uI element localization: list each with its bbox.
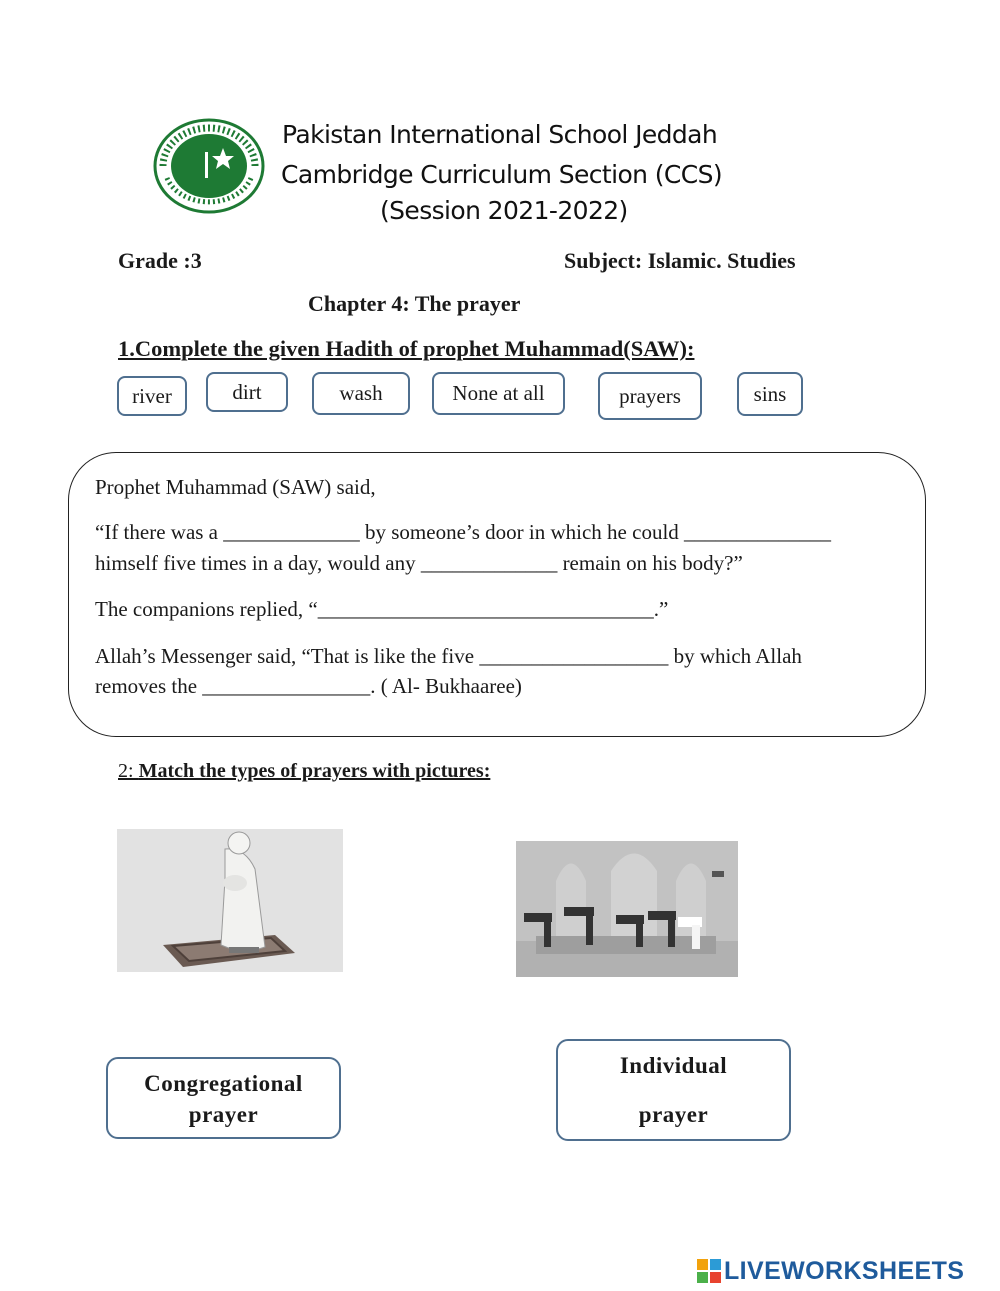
congregational-prayer-option[interactable] bbox=[106, 1057, 341, 1139]
word-none-at-all[interactable]: None at all bbox=[432, 372, 565, 415]
school-logo bbox=[153, 118, 265, 214]
hadith-line-3[interactable]: The companions replied, “________________________________.” bbox=[95, 597, 669, 621]
individual-line1: Individual bbox=[619, 1053, 728, 1078]
congregation-praying-in-mosque-icon bbox=[516, 841, 738, 977]
school-name: Pakistan International School Jeddah bbox=[282, 120, 718, 149]
school-crest-icon bbox=[153, 118, 265, 214]
question2-text: Match the types of prayers with pictures: bbox=[138, 760, 491, 782]
hadith-line-4[interactable]: Allah’s Messenger said, “That is like the five __________________ by which Allah bbox=[95, 644, 802, 668]
question2-number: 2 bbox=[118, 760, 128, 782]
liveworksheets-logo-icon bbox=[697, 1259, 721, 1283]
session: (Session 2021-2022) bbox=[380, 196, 628, 225]
word-river[interactable]: river bbox=[117, 376, 187, 416]
word-wash[interactable]: wash bbox=[312, 372, 410, 415]
congregational-prayer-picture[interactable] bbox=[516, 841, 738, 977]
question2-title: 2: Match the types of prayers with pictures: bbox=[118, 760, 491, 782]
brand-name: LIVEWORKSHEETS bbox=[724, 1256, 965, 1285]
individual-line2: prayer bbox=[638, 1102, 709, 1127]
individual-prayer-picture[interactable] bbox=[117, 829, 343, 972]
grade-label: Grade :3 bbox=[118, 248, 202, 273]
chapter-title: Chapter 4: The prayer bbox=[308, 291, 521, 316]
boy-praying-on-mat-icon bbox=[117, 829, 343, 972]
curriculum-section: Cambridge Curriculum Section (CCS) bbox=[281, 160, 723, 189]
word-prayers[interactable]: prayers bbox=[598, 372, 702, 420]
individual-prayer-option[interactable] bbox=[556, 1039, 791, 1141]
hadith-line-1[interactable]: “If there was a _____________ by someone’s door in which he could ______________ bbox=[95, 520, 832, 544]
hadith-line-5[interactable]: removes the ________________. ( Al- Bukhaaree) bbox=[95, 674, 522, 698]
word-sins[interactable]: sins bbox=[737, 372, 803, 416]
hadith-line-2[interactable]: himself five times in a day, would any _____________ remain on his body?” bbox=[95, 551, 743, 575]
question1-title: 1.Complete the given Hadith of prophet Muhammad(SAW): bbox=[118, 336, 695, 361]
word-dirt[interactable]: dirt bbox=[206, 372, 288, 412]
congregational-line2: prayer bbox=[188, 1102, 259, 1127]
subject-label: Subject: Islamic. Studies bbox=[564, 248, 796, 273]
hadith-intro: Prophet Muhammad (SAW) said, bbox=[95, 475, 376, 499]
footer-brand[interactable] bbox=[697, 1256, 964, 1286]
congregational-line1: Congregational bbox=[144, 1071, 303, 1096]
